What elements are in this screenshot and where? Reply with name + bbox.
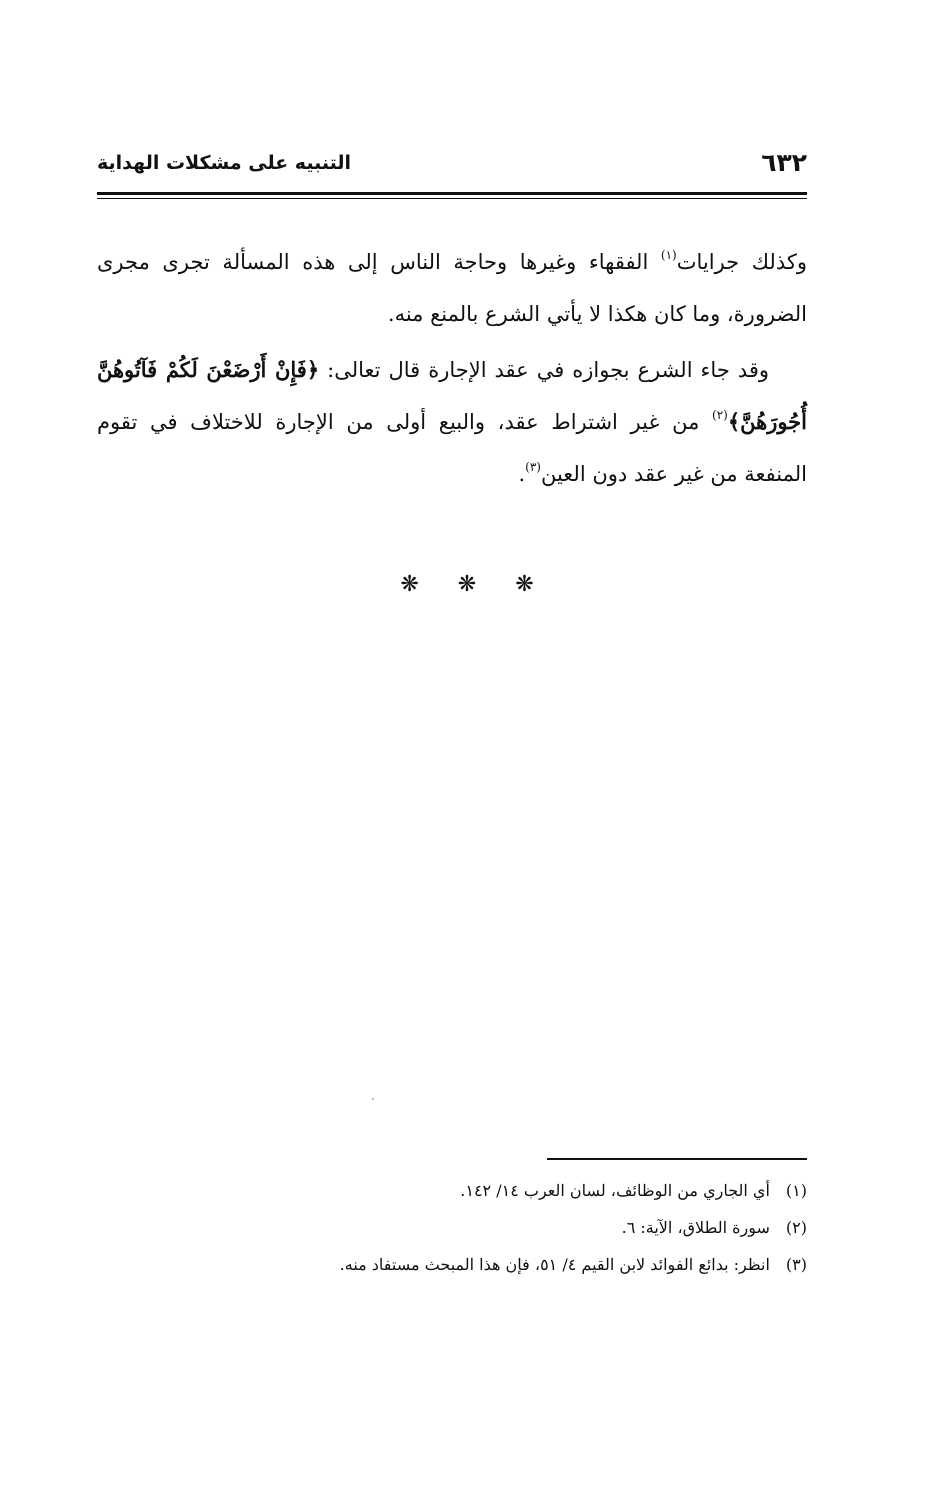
scan-speck <box>372 1098 374 1100</box>
paragraph-1-text-b: الفقهاء وغيرها وحاجة الناس إلى هذه المسألة تجرى مجرى الضرورة، وما كان هكذا لا يأتي الشرع بالمنع منه. <box>97 250 807 326</box>
footnote-ref-2: (٢) <box>712 408 728 422</box>
footnote-1 <box>97 1172 807 1209</box>
paragraph-1 <box>97 236 807 340</box>
footnote-number: (٣) <box>785 1255 807 1274</box>
header-rule-thin <box>97 198 807 199</box>
footnote-ref-1: (١) <box>660 248 677 262</box>
footnote-2 <box>97 1209 807 1246</box>
section-separator: ❋ ❋ ❋ <box>400 572 550 597</box>
footnote-number: (١) <box>785 1181 807 1200</box>
footnote-text: انظر: بدائع الفوائد لابن القيم ٤/ ٥١، فإن هذا المبحث مستفاد منه. <box>339 1255 770 1274</box>
footnote-rule <box>547 1158 807 1160</box>
running-title: التنبيه على مشكلات الهداية <box>97 152 351 174</box>
paragraph-2-text-c: . <box>518 462 526 486</box>
quran-verse: ﴿فَإِنْ أَرْضَعْنَ لَكُمْ فَآتُوهُنَّ أُجُورَهُنَّ﴾ <box>97 357 807 434</box>
paragraph-2-text-a: وقد جاء الشرع بجوازه في عقد الإجارة قال تعالى: <box>319 358 769 382</box>
footnote-text: سورة الطلاق، الآية: ٦. <box>621 1218 770 1237</box>
header-rule-thick <box>97 192 807 195</box>
footnote-number: (٢) <box>785 1218 807 1237</box>
paragraph-2 <box>97 344 807 500</box>
footnote-text: أي الجاري من الوظائف، لسان العرب ١٤/ ١٤٢. <box>460 1181 770 1200</box>
paragraph-1-text-a: وكذلك جرايات <box>676 250 807 274</box>
paragraph-2-text-b: من غير اشتراط عقد، والبيع أولى من الإجارة للاختلاف في تقوم المنفعة من غير عقد دون العين <box>97 410 807 486</box>
page-header <box>97 148 807 188</box>
footnotes <box>97 1172 807 1283</box>
footnote-3 <box>97 1246 807 1283</box>
footnote-ref-3: (٣) <box>525 460 541 474</box>
main-text <box>97 236 807 500</box>
page-number: ٦٣٢ <box>761 148 807 177</box>
